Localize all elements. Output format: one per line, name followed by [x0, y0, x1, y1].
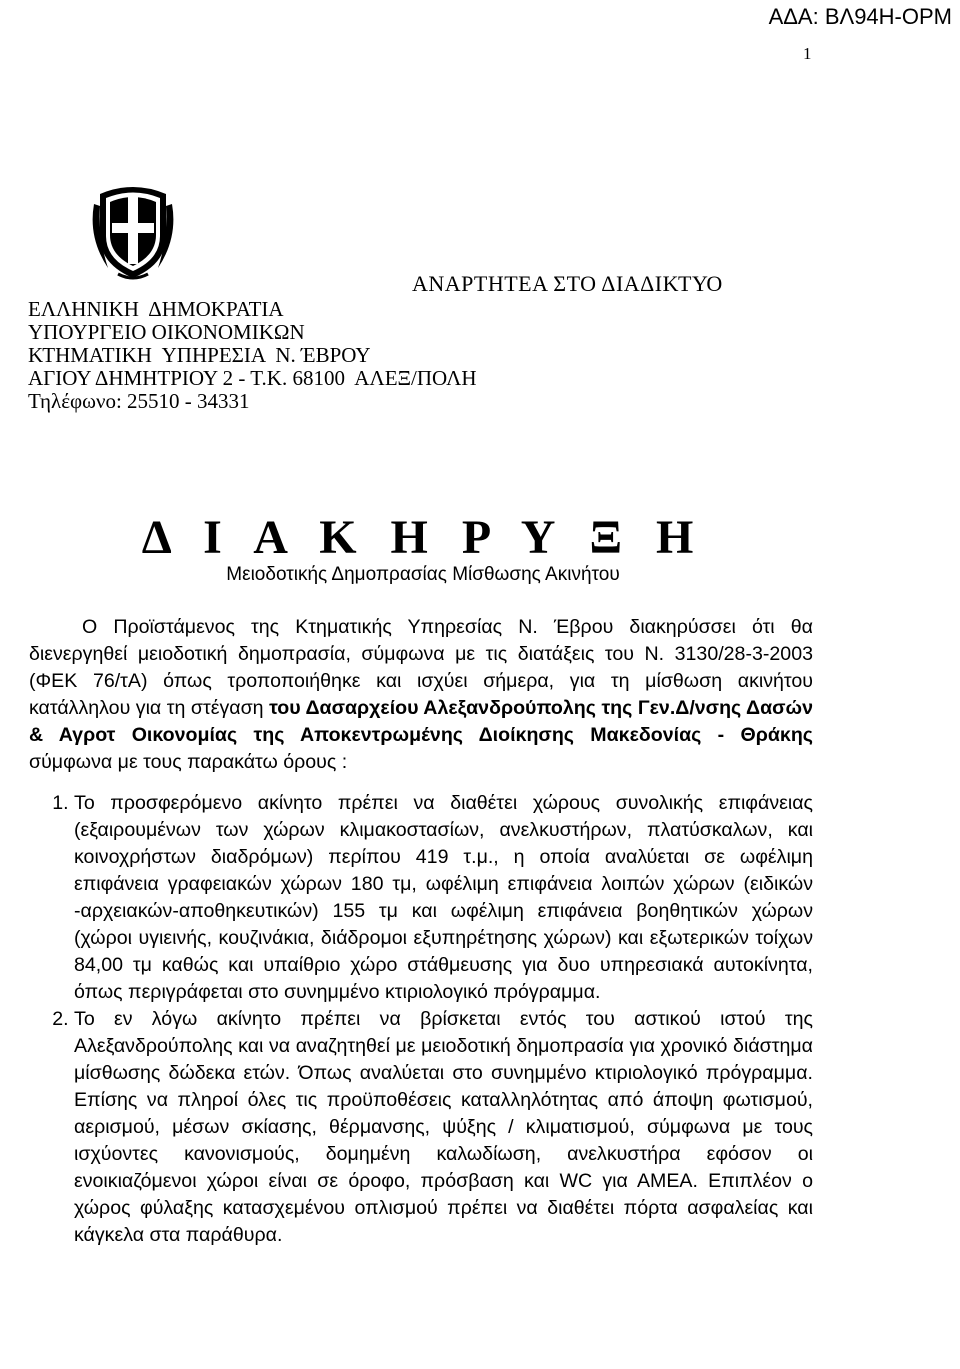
header-line: Τηλέφωνο: 25510 - 34331 — [28, 389, 250, 413]
header-line: ΚΤΗΜΑΤΙΚΗ ΥΠΗΡΕΣΙΑ Ν. ΈΒΡΟΥ — [28, 343, 371, 367]
page-number: 1 — [803, 44, 812, 63]
list-item: 1. Το προσφερόμενο ακίνητο πρέπει να διαθέτει χώρους συνολικής επιφάνειας (εξαιρουμένων των χώρων κλιμακοστασίων, ανελκυστήρων, πλατύσκαλων, και κοινοχρήστων διαδρόμων) περίπου 419 τ.μ., η οποία αναλύεται σε ωφέλιμη επιφάνεια γραφειακών χώρων 180 τμ, ωφέλιμη επιφάνεια λοιπών χώρων (ειδικών -αρχειακών-αποθηκευτικών) 155 τμ και ωφέλιμη επιφάνεια βοηθητικών χώρων (χώροι υγιεινής, κουζινάκια, διάδρομοι εξυπηρέτησης χώρων) και εξωτερικών τοίχων 84,00 τμ καθώς και υπαίθριο χώρο στάθμευσης για δυο υπηρεσιακά αυτοκίνητα, όπως περιγράφεται στο συνημμένο κτιριολογικό πρόγραμμα. — [74, 790, 813, 1006]
list-item: 2. Το εν λόγω ακίνητο πρέπει να βρίσκεται εντός του αστικού ιστού της Αλεξανδρούπολης και να αναζητηθεί με μειοδοτική δημοπρασία για χρονικό διάστημα μίσθωσης δώδεκα ετών. Όπως αναλύεται στο συνημμένο κτιριολογικό πρόγραμμα. Επίσης να πληροί όλες τις προϋποθέσεις καταλληλότητας από άποψη φωτισμού, αερισμού, μέσων σκίασης, θέρμανσης, ψύξης / κλιματισμού, σύμφωνα με τους ισχύοντες κανονισμούς, δομημένη καλωδίωση, ανελκυστήρα εφόσον οι ενοικιαζόμενοι χώροι είναι σε όροφο, πρόσβαση και WC για ΑΜΕΑ. Επιπλέον ο χώρος φύλαξης κατασχεμένου οπλισμού πρέπει να διαθέτει πόρτα ασφαλείας και κάγκελα στα παράθυρα. — [74, 1006, 813, 1249]
header-line: ΑΓΙΟΥ ΔΗΜΗΤΡΙΟΥ 2 - Τ.Κ. 68100 ΑΛΕΞ/ΠΟΛΗ — [28, 366, 477, 390]
terms-list — [29, 790, 813, 1249]
document-subtitle: Μειοδοτικής Δημοπρασίας Μίσθωσης Ακινήτου — [226, 564, 620, 585]
ada-code: ΑΔΑ: ΒΛ94Η-ΟΡΜ — [768, 4, 952, 29]
intro-paragraph — [29, 614, 813, 776]
greek-coat-of-arms-icon — [88, 178, 178, 283]
intro-text-end: σύμφωνα με τους παρακάτω όρους : — [29, 751, 348, 773]
header-line: ΥΠΟΥΡΓΕΙΟ ΟΙΚΟΝΟΜΙΚΩΝ — [28, 320, 305, 344]
header-line: ΕΛΛΗΝΙΚΗ ΔΗΜΟΚΡΑΤΙΑ — [28, 297, 284, 321]
published-online-label: ΑΝΑΡΤΗΤΕΑ ΣΤΟ ΔΙΑΔΙΚΤΥΟ — [412, 271, 723, 296]
issuer-header — [28, 298, 477, 413]
intro-bold-text: του Δασαρχείου Αλεξανδρούπολης της Γεν.Δ/νσης Δασών & Αγροτ Οικονομίας της Αποκεντρωμένης Διοίκησης Μακεδονίας - Θράκης — [29, 697, 814, 746]
document-body — [29, 614, 813, 1249]
intro-text: Ο Προϊστάμενος της Κτηματικής Υπηρεσίας Ν. Έβρου διακηρύσσει ότι θα διενεργηθεί μειοδοτική δημοπρασία, σύμφωνα με τις διατάξεις του Ν. 3130/28-3-2003 (ΦΕΚ 76/τΑ) όπως τροποποιήθηκε και ισχύει σήμερα, για τη μίσθωση ακινήτου κατάλληλου για τη στέγαση — [29, 616, 813, 719]
document-title: Δ Ι Α Κ Η Ρ Υ Ξ Η — [141, 511, 705, 564]
